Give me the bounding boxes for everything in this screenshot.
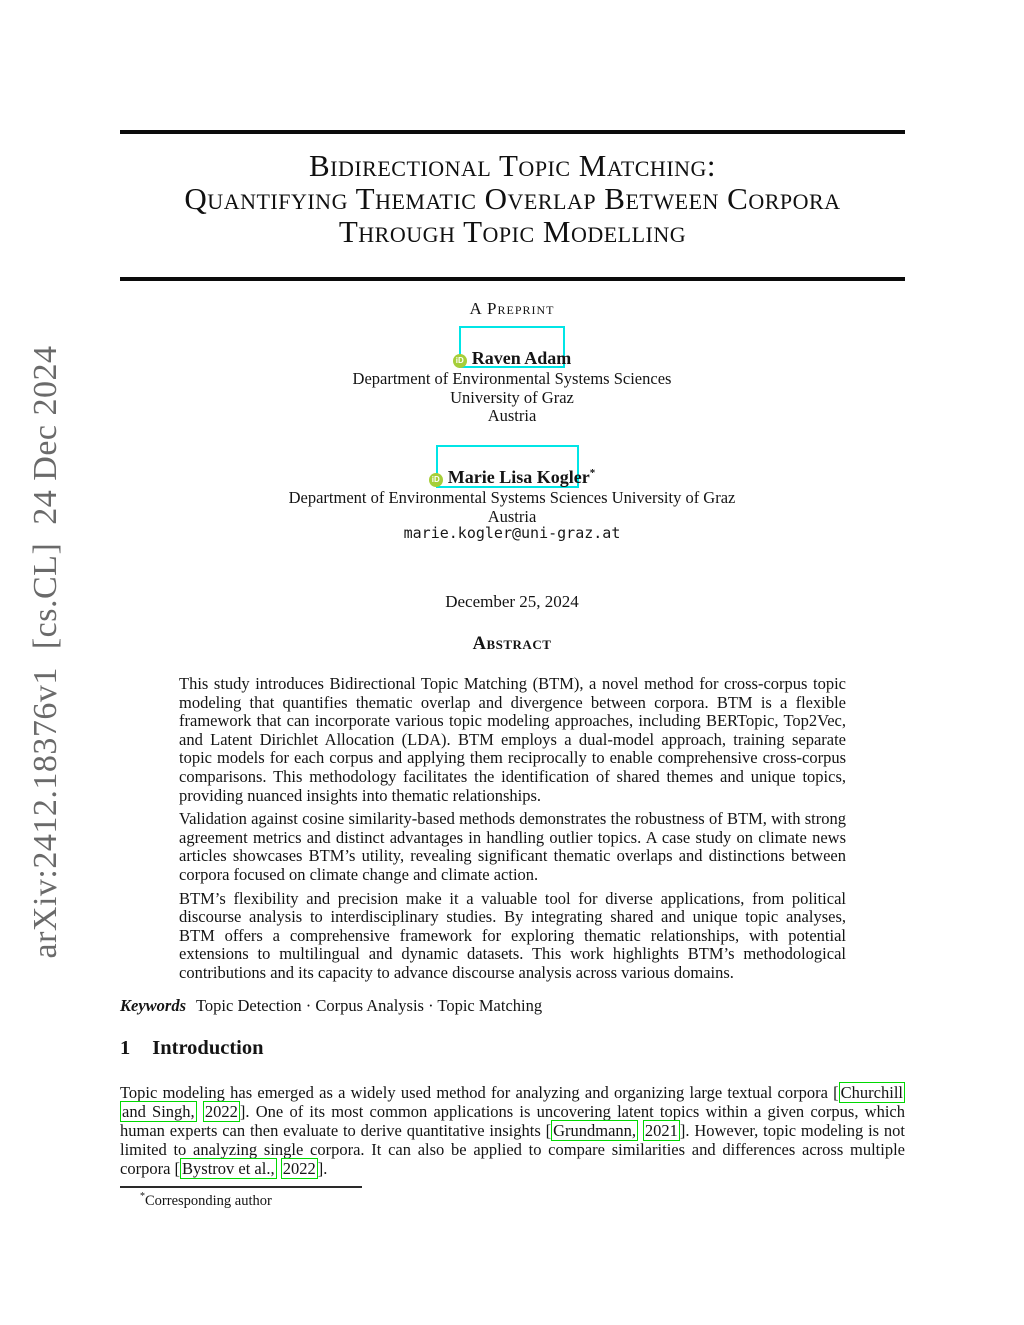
paragraph-text — [197, 1102, 203, 1121]
abstract-paragraph: BTM’s flexibility and precision make it a valuable tool for diverse applications, from political discourse analysis to interdisciplinary studies. By integrating shared and unique topic analyses, BTM offers a comprehensive framework for exploring thematic relationships, with potential extensions to multilingual and dynamic datasets. This work highlights BTM’s methodological contributions and its capacity to advance discourse analysis across various domains. — [179, 888, 846, 982]
citation-link[interactable]: 2021 — [644, 1121, 678, 1140]
author-affiliation — [0, 489, 1024, 526]
introduction-paragraph — [120, 1083, 905, 1178]
citation-link[interactable]: Grundmann, — [553, 1121, 637, 1140]
affiliation-line: University of Graz — [450, 387, 574, 407]
affiliation-line: Department of Environmental Systems Sciences — [352, 369, 672, 388]
footnote — [120, 1191, 720, 1210]
title-line-3: Through Topic Modelling — [338, 214, 687, 249]
keywords-line — [120, 996, 905, 1016]
orcid-icon[interactable]: iD — [453, 354, 467, 368]
title-rule-top — [120, 130, 905, 134]
abstract-paragraph: This study introduces Bidirectional Topic Matching (BTM), a novel method for cross-corpus topic modeling that quantifies thematic overlap and divergence between corpora. BTM is a flexible framework that can incorporate various topic modeling approaches, including BERTopic, Top2Vec, and Latent Dirichlet Allocation (LDA). BTM employs a dual-model approach, training separate topic models for each corpus and applying them reciprocally to enable comprehensive cross-corpus comparisons. This methodology facilitates the identification of shared themes and unique topics, providing nuanced insights into thematic relationships. — [179, 674, 846, 805]
citation-link[interactable]: 2022 — [282, 1159, 316, 1178]
paragraph-text: ]. However, topic modeling is not limited to analyzing single corpora. It can also be applied to compare similarities and differences across multiple corpora [ — [120, 1121, 906, 1178]
title-line-2: Quantifying Thematic Overlap Between Corpora — [184, 181, 841, 216]
section-number: 1 — [120, 1037, 131, 1059]
affiliation-line: Austria — [487, 406, 537, 425]
citation-link[interactable]: 2022 — [204, 1102, 238, 1121]
footnote-text: Corresponding author — [145, 1192, 272, 1209]
abstract-heading: Abstract — [472, 634, 552, 654]
paper-title — [120, 149, 905, 248]
author-name-line — [0, 467, 1024, 488]
author-email-link[interactable]: marie.kogler@uni-graz.at — [403, 524, 621, 542]
preprint-label: A Preprint — [469, 299, 555, 318]
abstract-body — [179, 675, 846, 988]
title-line-1: Bidirectional Topic Matching: — [308, 148, 717, 183]
author-affiliation — [0, 370, 1024, 426]
keywords-label: Keywords — [120, 996, 186, 1015]
author-footnote-mark: * — [589, 467, 596, 479]
author-name-line — [0, 348, 1024, 369]
orcid-icon[interactable]: iD — [429, 473, 443, 487]
section-heading — [120, 1037, 905, 1060]
citation-link[interactable]: Churchill and Singh, — [122, 1083, 903, 1121]
keywords-value: Topic Detection · Corpus Analysis · Topic Matching — [196, 996, 543, 1015]
section-title: Introduction — [152, 1037, 264, 1059]
paragraph-text: ]. One of its most common applications is uncovering latent topics within a given corpus, which human experts can then evaluate to derive quantitative insights [ — [120, 1102, 906, 1140]
paragraph-text: Topic modeling has emerged as a widely used method for analyzing and organizing large textual corpora [ — [120, 1083, 839, 1102]
title-rule-bottom — [120, 277, 905, 281]
affiliation-line: Austria — [487, 506, 537, 526]
abstract-paragraph: Validation against cosine similarity-based methods demonstrates the robustness of BTM, with strong agreement metrics and distinct advantages in handling outlier topics. A case study on climate news articles showcases BTM’s utility, revealing significant thematic overlaps and distinctions between corpora focused on climate change and climate action. — [179, 809, 846, 884]
arxiv-stamp: arXiv:2412.18376v1 [cs.CL] 24 Dec 2024 — [27, 345, 64, 959]
footnote-marker: * — [140, 1191, 145, 1202]
paper-date: December 25, 2024 — [445, 592, 579, 611]
footnote-rule — [120, 1186, 362, 1188]
author-name[interactable]: Raven Adam — [471, 348, 572, 368]
author-name[interactable]: Marie Lisa Kogler — [447, 467, 590, 487]
paragraph-text: ]. — [317, 1159, 328, 1178]
affiliation-line: Department of Environmental Systems Sciences University of Graz — [288, 488, 736, 507]
citation-link[interactable]: Bystrov et al., — [182, 1159, 275, 1178]
